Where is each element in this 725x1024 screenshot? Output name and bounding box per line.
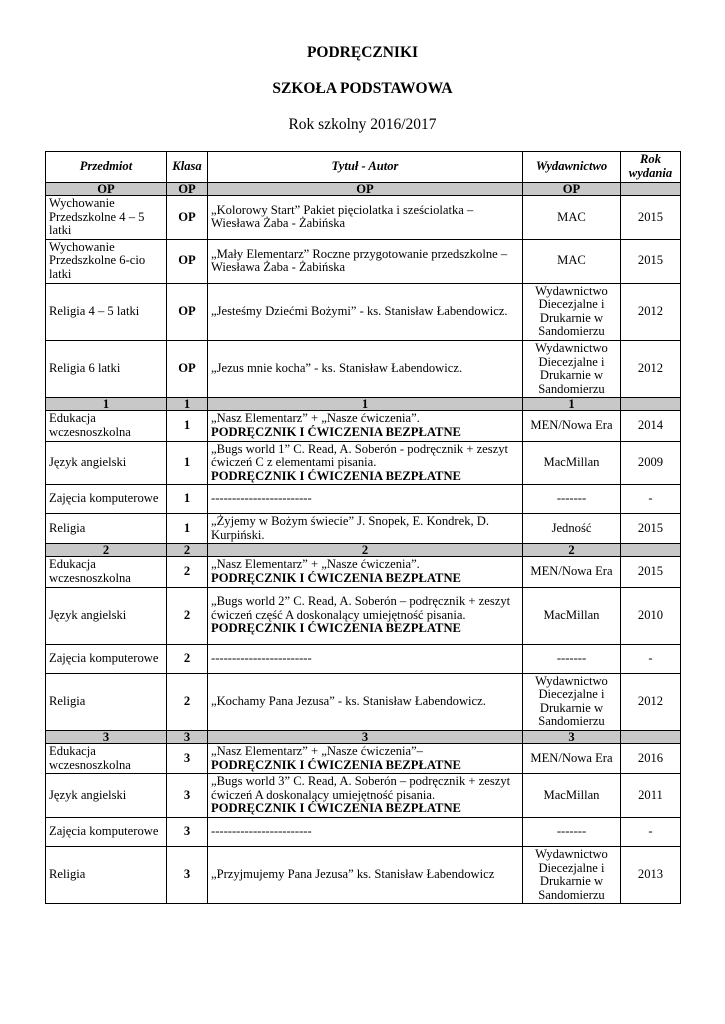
title-author-text: „Nasz Elementarz” + „Nasze ćwiczenia”–	[211, 744, 423, 759]
title-author-cell	[208, 557, 523, 587]
publisher-cell: MAC	[523, 196, 621, 240]
class-cell: OP	[167, 340, 208, 397]
title-author-text: „Bugs world 2” C. Read, A. Soberón – podręcznik + zeszyt ćwiczeń część A doskonalący umiejętność pisania.	[211, 594, 511, 622]
title-author-text: „Kolorowy Start” Pakiet pięciolatka i sześciolatka – Wiesława Żaba - Żabińska	[211, 202, 474, 231]
year-cell: 2009	[621, 441, 681, 485]
section-header-row	[46, 731, 681, 744]
year-cell: -	[621, 818, 681, 847]
year-cell: 2015	[621, 514, 681, 544]
title-author-text: „Żyjemy w Bożym świecie” J. Snopek, E. Kondrek, D. Kurpiński.	[211, 514, 490, 542]
section-label-cell	[621, 731, 681, 744]
year-cell: 2012	[621, 673, 681, 730]
class-cell: 1	[167, 411, 208, 441]
section-header-row	[46, 544, 681, 557]
title-author-text: ------------------------	[211, 650, 312, 665]
subject-cell: Edukacja wczesnoszkolna	[46, 744, 167, 774]
subject-cell: Wychowanie Przedszkolne 4 – 5 latki	[46, 196, 167, 240]
publisher-cell: -------	[523, 485, 621, 514]
free-textbook-note: PODRĘCZNIK I ĆWICZENIA BEZPŁATNE	[211, 424, 461, 439]
title-author-text: ------------------------	[211, 491, 312, 506]
title-author-text: „Nasz Elementarz” + „Nasze ćwiczenia”.	[211, 411, 420, 426]
title-author-cell	[208, 239, 523, 283]
class-cell: 2	[167, 644, 208, 673]
subject-cell: Zajęcia komputerowe	[46, 485, 167, 514]
title-author-cell	[208, 818, 523, 847]
school-year: Rok szkolny 2016/2017	[288, 116, 437, 133]
section-label-cell	[621, 544, 681, 557]
publisher-cell: MacMillan	[523, 774, 621, 818]
table-row	[46, 485, 681, 514]
section-header-row	[46, 398, 681, 411]
table-row	[46, 239, 681, 283]
title-author-cell	[208, 673, 523, 730]
section-label-cell: OP	[523, 183, 621, 196]
title-author-cell	[208, 514, 523, 544]
title-author-cell	[208, 283, 523, 340]
section-label-cell: 2	[523, 544, 621, 557]
table-row	[46, 557, 681, 587]
class-cell: OP	[167, 283, 208, 340]
class-cell: 3	[167, 744, 208, 774]
title-author-text: „Jezus mnie kocha” - ks. Stanisław Łabendowicz.	[211, 361, 463, 376]
publisher-cell: -------	[523, 818, 621, 847]
title-author-cell	[208, 411, 523, 441]
free-textbook-note: PODRĘCZNIK I ĆWICZENIA BEZPŁATNE	[211, 801, 461, 816]
subject-cell: Zajęcia komputerowe	[46, 818, 167, 847]
column-header-rok: Rok wydania	[621, 152, 681, 183]
publisher-cell: MEN/Nowa Era	[523, 411, 621, 441]
section-label-cell: 1	[46, 398, 167, 411]
class-cell: 2	[167, 673, 208, 730]
class-cell: OP	[167, 196, 208, 240]
subject-cell: Religia	[46, 514, 167, 544]
subject-cell: Religia 4 – 5 latki	[46, 283, 167, 340]
document-subtitle: SZKOŁA PODSTAWOWA	[272, 80, 453, 97]
publisher-cell: Wydawnictwo Diecezjalne i Drukarnie w Sandomierzu	[523, 673, 621, 730]
class-cell: 3	[167, 774, 208, 818]
subject-cell: Język angielski	[46, 587, 167, 644]
publisher-cell: MacMillan	[523, 587, 621, 644]
section-label-cell: 1	[208, 398, 523, 411]
year-cell: -	[621, 485, 681, 514]
title-author-text: „Nasz Elementarz” + „Nasze ćwiczenia”.	[211, 557, 420, 572]
class-cell: 2	[167, 557, 208, 587]
subject-cell: Wychowanie Przedszkolne 6-cio latki	[46, 239, 167, 283]
title-author-text: „Mały Elementarz” Roczne przygotowanie przedszkolne – Wiesława Żaba - Żabińska	[211, 246, 508, 275]
section-label-cell: 3	[46, 731, 167, 744]
title-author-cell	[208, 196, 523, 240]
title-author-text: „Kochamy Pana Jezusa” - ks. Stanisław Łabendowicz.	[211, 694, 486, 709]
class-cell: 1	[167, 485, 208, 514]
year-cell: 2012	[621, 283, 681, 340]
year-cell: 2015	[621, 557, 681, 587]
title-author-cell	[208, 744, 523, 774]
title-author-cell	[208, 644, 523, 673]
class-cell: 3	[167, 818, 208, 847]
section-label-cell: OP	[208, 183, 523, 196]
title-author-text: ------------------------	[211, 824, 312, 839]
publisher-cell: Wydawnictwo Diecezjalne i Drukarnie w Sandomierzu	[523, 847, 621, 904]
free-textbook-note: PODRĘCZNIK I ĆWICZENIA BEZPŁATNE	[211, 621, 461, 636]
publisher-cell: MEN/Nowa Era	[523, 557, 621, 587]
class-cell: 1	[167, 441, 208, 485]
title-author-cell	[208, 587, 523, 644]
column-header-klasa: Klasa	[167, 152, 208, 183]
section-label-cell: OP	[167, 183, 208, 196]
class-cell: 1	[167, 514, 208, 544]
table-row	[46, 196, 681, 240]
title-author-text: „Bugs world 3” C. Read, A. Soberón – podręcznik + zeszyt ćwiczeń A doskonalący umiejętność pisania.	[211, 774, 511, 802]
title-author-text: „Przyjmujemy Pana Jezusa” ks. Stanisław Łabendowicz	[211, 867, 495, 882]
table-row	[46, 744, 681, 774]
table-row	[46, 441, 681, 485]
section-header-row	[46, 183, 681, 196]
column-header-wydawnictwo: Wydawnictwo	[523, 152, 621, 183]
section-label-cell: 2	[208, 544, 523, 557]
publisher-cell: Wydawnictwo Diecezjalne i Drukarnie w Sandomierzu	[523, 340, 621, 397]
section-label-cell	[621, 398, 681, 411]
section-label-cell: 3	[523, 731, 621, 744]
class-cell: OP	[167, 239, 208, 283]
subject-cell: Edukacja wczesnoszkolna	[46, 411, 167, 441]
title-author-text: „Bugs world 1” C. Read, A. Soberón - podręcznik + zeszyt ćwiczeń C z elementami pisania.	[211, 441, 509, 470]
publisher-cell: MAC	[523, 239, 621, 283]
table-row	[46, 644, 681, 673]
free-textbook-note: PODRĘCZNIK I ĆWICZENIA BEZPŁATNE	[211, 571, 461, 586]
subject-cell: Zajęcia komputerowe	[46, 644, 167, 673]
year-cell: 2015	[621, 196, 681, 240]
section-label-cell: 2	[46, 544, 167, 557]
table-row	[46, 774, 681, 818]
section-label-cell: OP	[46, 183, 167, 196]
table-row	[46, 340, 681, 397]
table-row	[46, 673, 681, 730]
publisher-cell: Wydawnictwo Diecezjalne i Drukarnie w Sandomierzu	[523, 283, 621, 340]
subject-cell: Religia 6 latki	[46, 340, 167, 397]
section-label-cell: 1	[523, 398, 621, 411]
table-row	[46, 847, 681, 904]
free-textbook-note: PODRĘCZNIK I ĆWICZENIA BEZPŁATNE	[211, 757, 461, 772]
table-row	[46, 514, 681, 544]
table-row	[46, 818, 681, 847]
year-cell: 2014	[621, 411, 681, 441]
section-label-cell: 3	[167, 731, 208, 744]
publisher-cell: Jedność	[523, 514, 621, 544]
table-body	[46, 183, 681, 904]
subject-cell: Religia	[46, 847, 167, 904]
year-cell: 2012	[621, 340, 681, 397]
textbook-table	[45, 151, 681, 904]
section-label-cell: 3	[208, 731, 523, 744]
column-header-tytul: Tytuł - Autor	[208, 152, 523, 183]
table-row	[46, 283, 681, 340]
title-author-cell	[208, 485, 523, 514]
publisher-cell: MacMillan	[523, 441, 621, 485]
year-cell: -	[621, 644, 681, 673]
year-cell: 2011	[621, 774, 681, 818]
title-author-cell	[208, 340, 523, 397]
title-author-cell	[208, 847, 523, 904]
section-label-cell	[621, 183, 681, 196]
year-cell: 2010	[621, 587, 681, 644]
title-author-cell	[208, 774, 523, 818]
subject-cell: Religia	[46, 673, 167, 730]
class-cell: 2	[167, 587, 208, 644]
subject-cell: Język angielski	[46, 441, 167, 485]
free-textbook-note: PODRĘCZNIK I ĆWICZENIA BEZPŁATNE	[211, 468, 461, 483]
column-header-przedmiot: Przedmiot	[46, 152, 167, 183]
document-title: PODRĘCZNIKI	[306, 44, 419, 61]
title-author-text: „Jesteśmy Dziećmi Bożymi” - ks. Stanisław Łabendowicz.	[211, 303, 508, 318]
subject-cell: Edukacja wczesnoszkolna	[46, 557, 167, 587]
year-cell: 2016	[621, 744, 681, 774]
section-label-cell: 1	[167, 398, 208, 411]
table-row	[46, 411, 681, 441]
publisher-cell: -------	[523, 644, 621, 673]
class-cell: 3	[167, 847, 208, 904]
title-author-cell	[208, 441, 523, 485]
year-cell: 2015	[621, 239, 681, 283]
section-label-cell: 2	[167, 544, 208, 557]
year-cell: 2013	[621, 847, 681, 904]
table-header-row	[46, 152, 681, 183]
subject-cell: Język angielski	[46, 774, 167, 818]
table-row	[46, 587, 681, 644]
publisher-cell: MEN/Nowa Era	[523, 744, 621, 774]
